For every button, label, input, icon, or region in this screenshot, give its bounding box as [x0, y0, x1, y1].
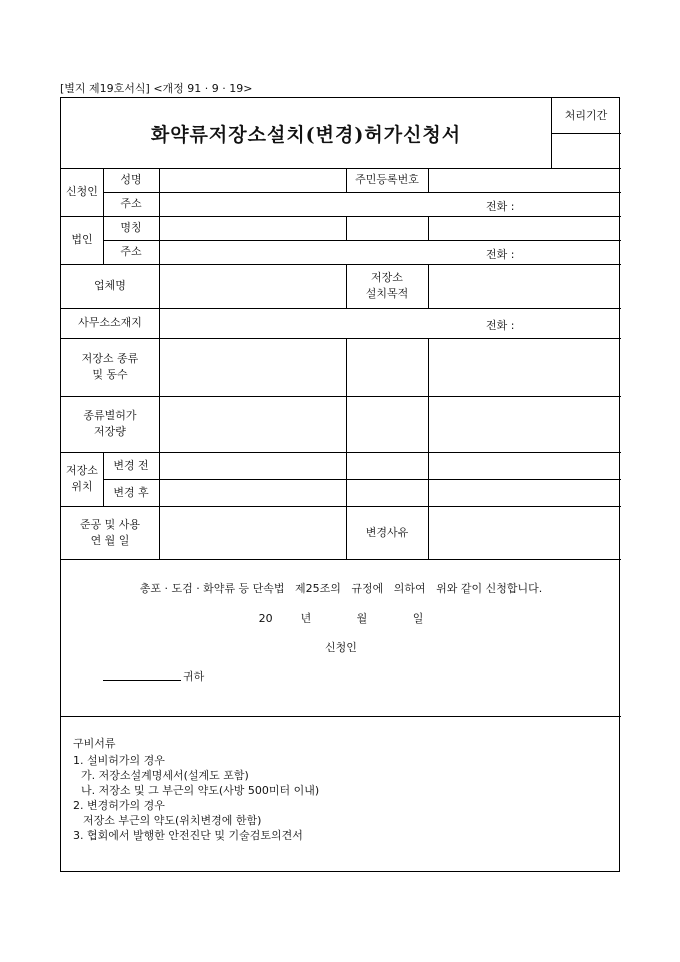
completion-date-field[interactable] — [159, 506, 346, 559]
location-before-field[interactable] — [159, 452, 346, 479]
allowed-amount-field-2[interactable] — [346, 396, 428, 452]
installation-purpose-label-line1: 저장소 — [371, 271, 403, 285]
required-documents-title: 구비서류 — [73, 737, 116, 750]
application-form — [60, 97, 620, 872]
addressee-field[interactable] — [103, 680, 181, 681]
storage-location-label-line2: 위치 — [71, 480, 93, 493]
corporation-extra-field[interactable] — [346, 216, 428, 240]
allowed-amount-label — [61, 396, 159, 452]
location-after-label: 변경 후 — [113, 485, 149, 499]
corporation-address-field[interactable] — [159, 240, 621, 264]
storage-location-group-label — [61, 452, 103, 506]
location-before-field-2[interactable] — [346, 452, 428, 479]
applicant-address-field[interactable] — [159, 192, 621, 216]
office-phone-label: 전화 : — [486, 319, 515, 332]
corporation-group-label: 법인 — [71, 233, 93, 247]
declaration-date: 20 년 월 일 — [258, 612, 424, 625]
location-after-field-3[interactable] — [428, 479, 621, 506]
applicant-address-label: 주소 — [120, 197, 142, 211]
required-document-item: 2. 변경허가의 경우 — [73, 799, 165, 812]
corporation-phone-label: 전화 : — [486, 248, 515, 261]
storage-type-label-line1: 저장소 종류 — [81, 352, 139, 366]
resident-number-field[interactable] — [428, 168, 621, 192]
allowed-amount-label-line1: 종류별허가 — [83, 409, 137, 423]
installation-purpose-label-line2: 설치목적 — [365, 287, 409, 300]
form-number-note: [별지 제19호서식] <개정 91 · 9 · 19> — [60, 82, 253, 95]
corporation-extra-field-2[interactable] — [428, 216, 621, 240]
location-after-field-2[interactable] — [346, 479, 428, 506]
storage-type-field-3[interactable] — [428, 338, 621, 396]
applicant-group-label: 신청인 — [66, 185, 98, 199]
processing-period-field[interactable] — [551, 133, 621, 168]
location-before-field-3[interactable] — [428, 452, 621, 479]
divider — [61, 716, 621, 717]
addressee-suffix: 귀하 — [183, 670, 205, 683]
required-document-item: 가. 저장소설계명세서(설계도 포함) — [81, 769, 249, 782]
installation-purpose-label — [346, 264, 428, 308]
applicant-name-field[interactable] — [159, 168, 346, 192]
required-document-item: 3. 협회에서 발행한 안전진단 및 기술검토의견서 — [73, 829, 303, 842]
business-name-label: 업체명 — [94, 279, 126, 293]
storage-location-label-line1: 저장소 — [66, 464, 98, 478]
applicant-phone-label: 전화 : — [486, 200, 515, 213]
required-document-item: 저장소 부근의 약도(위치변경에 한함) — [83, 814, 262, 827]
divider — [61, 559, 621, 560]
office-location-label: 사무소소재지 — [78, 316, 142, 330]
office-location-field[interactable] — [159, 308, 621, 338]
location-after-field[interactable] — [159, 479, 346, 506]
corporation-address-label: 주소 — [120, 245, 142, 259]
processing-period-label: 처리기간 — [564, 108, 608, 122]
corporation-name-field[interactable] — [159, 216, 346, 240]
completion-date-label — [61, 506, 159, 559]
allowed-amount-field-1[interactable] — [159, 396, 346, 452]
declaration-applicant-label: 신청인 — [325, 641, 357, 654]
form-title: 화약류저장소설치(변경)허가신청서 — [150, 123, 462, 146]
change-reason-label: 변경사유 — [365, 525, 409, 539]
required-documents — [73, 736, 319, 843]
allowed-amount-field-3[interactable] — [428, 396, 621, 452]
completion-date-label-line1: 준공 및 사용 — [79, 517, 141, 531]
storage-type-field-2[interactable] — [346, 338, 428, 396]
change-reason-field[interactable] — [428, 506, 621, 559]
business-name-field[interactable] — [159, 264, 346, 308]
corporation-name-label: 명칭 — [120, 221, 142, 235]
storage-type-field-1[interactable] — [159, 338, 346, 396]
storage-type-label — [61, 338, 159, 396]
installation-purpose-field[interactable] — [428, 264, 621, 308]
completion-date-label-line2: 연 월 일 — [90, 533, 130, 547]
required-document-item: 1. 설비허가의 경우 — [73, 754, 165, 767]
location-before-label: 변경 전 — [113, 458, 149, 472]
declaration-text: 총포 · 도검 · 화약류 등 단속법 제25조의 규정에 의하여 위와 같이 신청합니다. — [139, 582, 543, 595]
required-document-item: 나. 저장소 및 그 부근의 약도(사방 500미터 이내) — [81, 784, 320, 797]
applicant-name-label: 성명 — [120, 173, 142, 187]
allowed-amount-label-line2: 저장량 — [94, 425, 126, 438]
storage-type-label-line2: 및 동수 — [92, 368, 128, 381]
resident-number-label: 주민등록번호 — [355, 173, 419, 187]
